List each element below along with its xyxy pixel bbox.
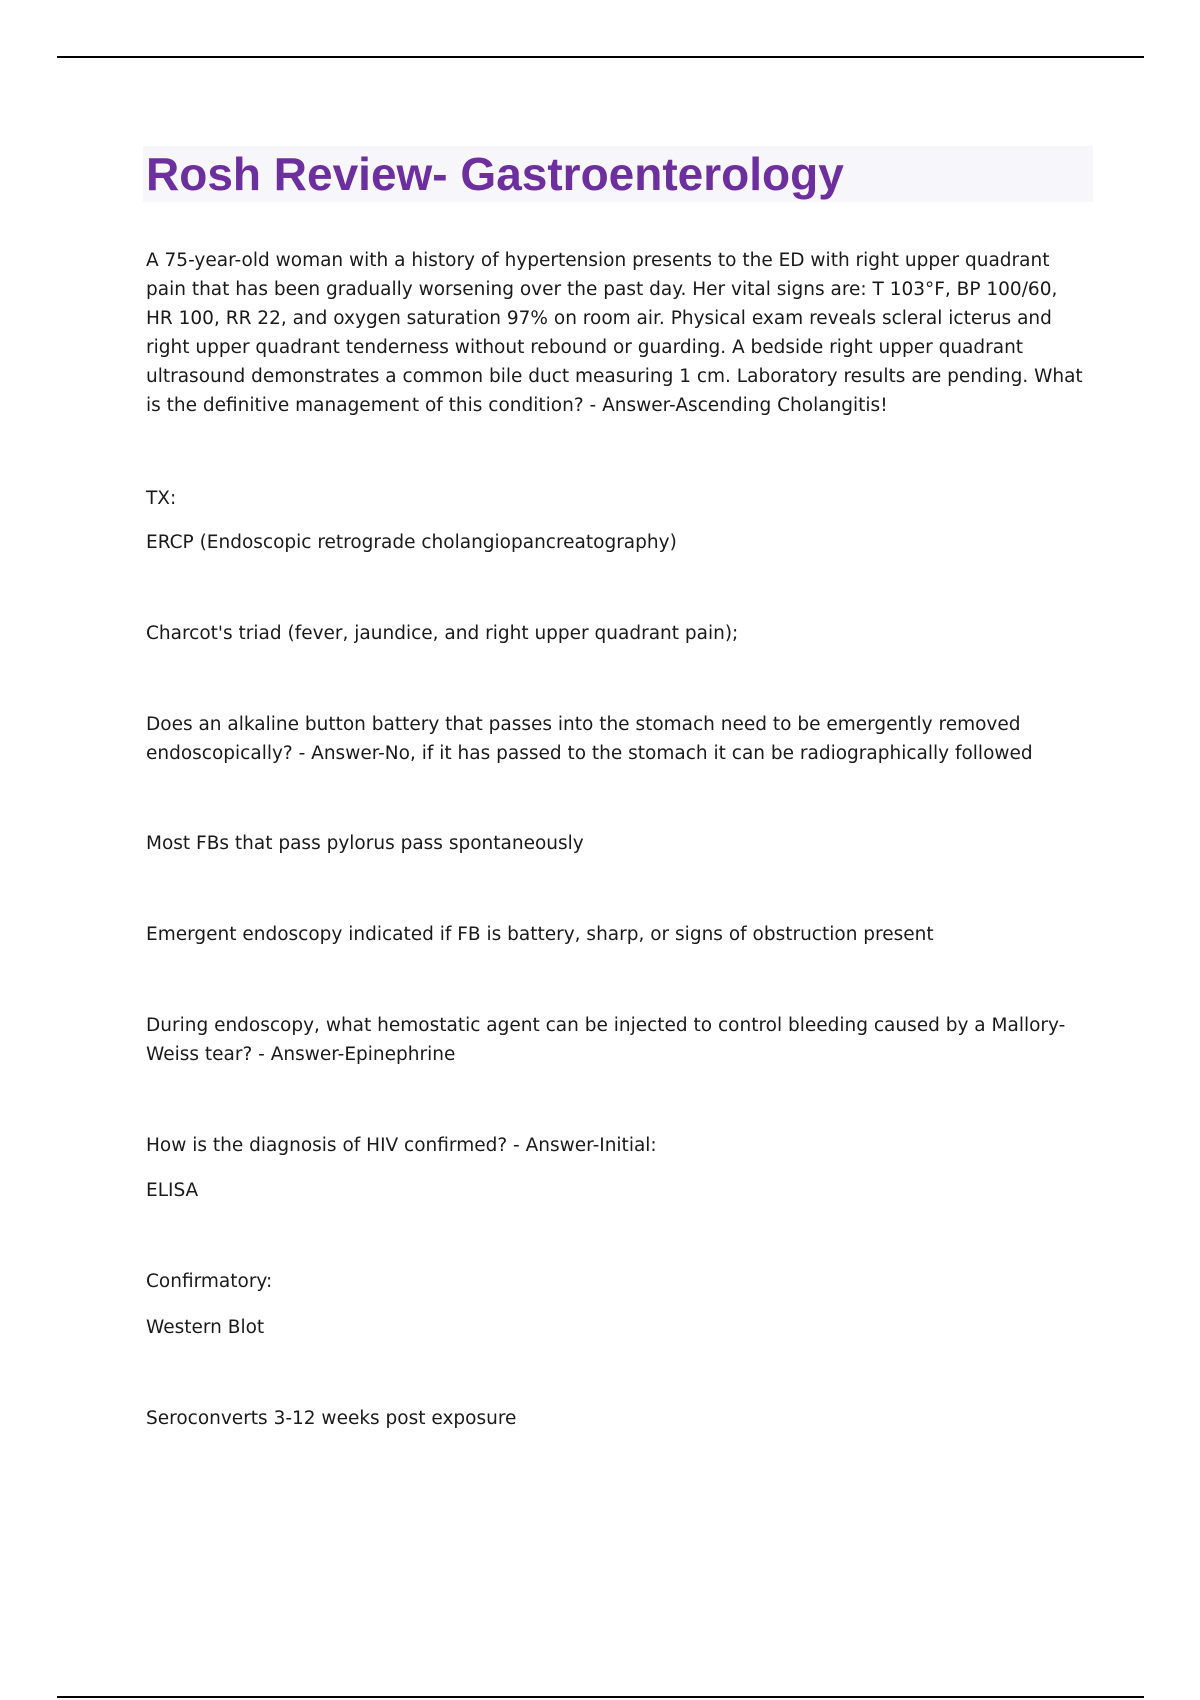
question-hiv-diagnosis: How is the diagnosis of HIV confirmed? - Answer-Initial: [146, 1135, 657, 1156]
emergent-endoscopy-text: Emergent endoscopy indicated if FB is battery, sharp, or signs of obstruction present [146, 924, 934, 945]
question-cholangitis: A 75-year-old woman with a history of hypertension presents to the ED with right upper quadrant pain that has been gradually worsening over the past day. Her vital signs are: T 103°F, BP 100/60, HR 100, RR 22, and oxygen saturation 97% on room air. Physical exam reveals scleral icterus and right upper quadrant tenderness without rebound or guarding. A bedside right upper quadrant ultrasound demonstrates a common bile duct measuring 1 cm. Laboratory results are pending. What is the definitive management of this condition? - Answer-Ascending Cholangitis! [146, 250, 1083, 416]
top-rule [57, 56, 1144, 58]
bottom-rule [57, 1696, 1144, 1698]
document-title: Rosh Review- Gastroenterology [146, 148, 844, 200]
confirmatory-label: Confirmatory: [146, 1271, 273, 1292]
tx-label: TX: [146, 488, 177, 509]
ercp-text: ERCP (Endoscopic retrograde cholangiopancreatography) [146, 532, 677, 553]
elisa-text: ELISA [146, 1180, 199, 1201]
fb-pylorus-text: Most FBs that pass pylorus pass spontaneously [146, 833, 584, 854]
charcot-triad-text: Charcot's triad (fever, jaundice, and right upper quadrant pain); [146, 623, 739, 644]
question-button-battery: Does an alkaline button battery that passes into the stomach need to be emergently removed endoscopically? - Answer-No, if it has passed to the stomach it can be radiographically followed [146, 714, 1033, 764]
question-mallory-weiss: During endoscopy, what hemostatic agent can be injected to control bleeding caused by a Mallory-Weiss tear? - Answer-Epinephrine [146, 1015, 1066, 1065]
seroconversion-text: Seroconverts 3-12 weeks post exposure [146, 1408, 517, 1429]
western-blot-text: Western Blot [146, 1317, 265, 1338]
